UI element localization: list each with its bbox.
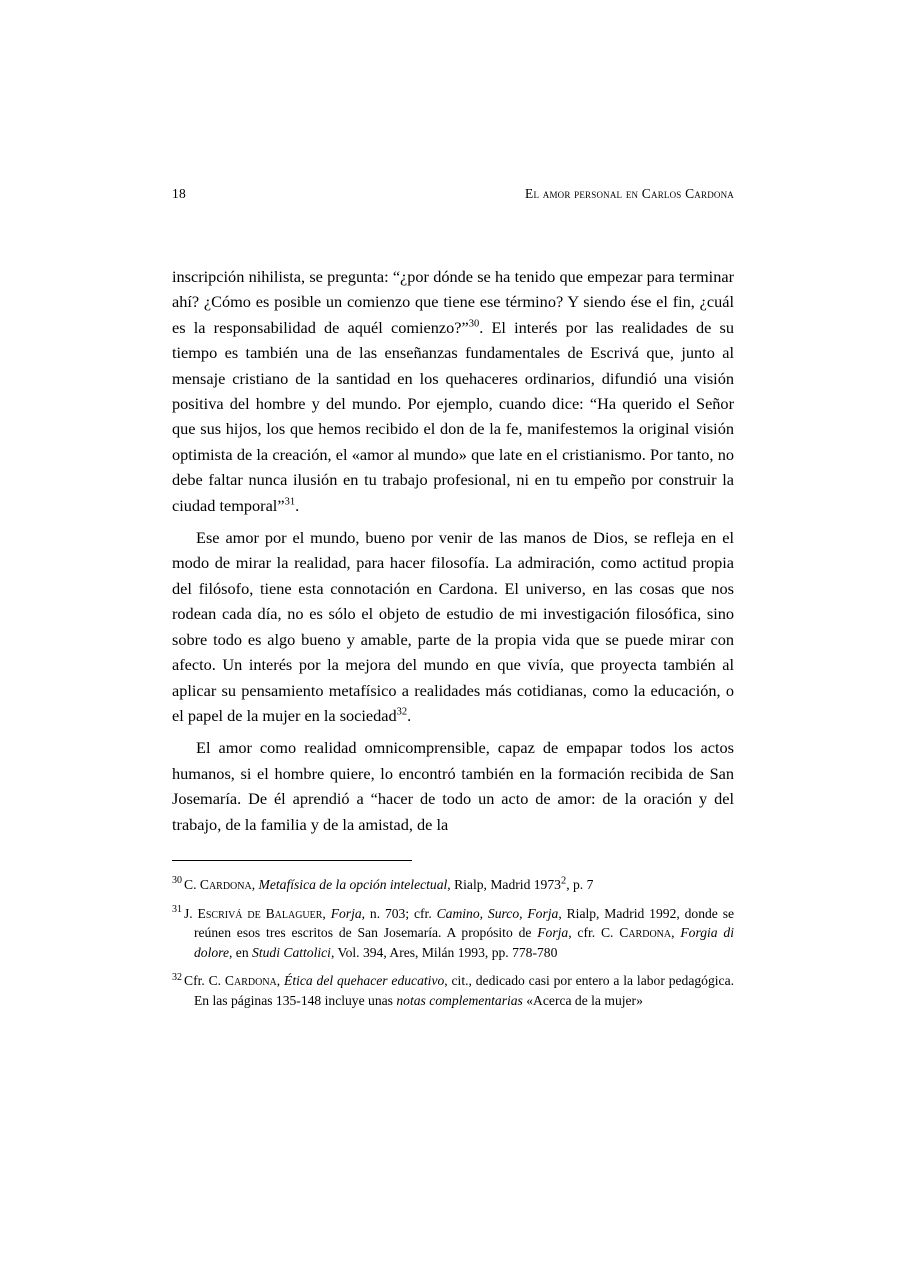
running-title: El amor personal en Carlos Cardona [525, 186, 734, 201]
footnote-number: 31 [172, 904, 182, 915]
footnotes-section [172, 875, 734, 1011]
footnote-31 [172, 904, 734, 963]
page-number: 18 [172, 186, 186, 201]
footnote-text: J. Escrivá de Balaguer, Forja, n. 703; cfr. Camino, Surco, Forja, Rialp, Madrid 1992, donde se reúnen esos tres escritos de San Josemaría. A propósito de Forja, cfr. C. Cardona, Forgia di dolore, en Studi Cattolici, Vol. 394, Ares, Milán 1993, pp. 778-780 [184, 905, 735, 960]
footnote-number: 32 [172, 971, 182, 983]
paragraph-3: El amor como realidad omnicomprensible, capaz de empapar todos los actos humanos, si el hombre quiere, lo encontró también en la formación recibida de San Josemaría. De él aprendió a “hacer de todo un acto de amor: de la oración y del trabajo, de la familia y de la amistad, de la [172, 738, 734, 834]
footnote-separator [172, 860, 412, 861]
paragraph-2: Ese amor por el mundo, bueno por venir de las manos de Dios, se refleja en el modo de mirar la realidad, para hacer filosofía. La admiración, como actitud propia del filósofo, tiene esta connotación en Cardona. El universo, en las cosas que nos rodean cada día, no es sólo el objeto de estudio de mi investigación filosófica, sino sobre todo es algo bueno y amable, parte de la propia vida que se puede mirar con afecto. Un interés por la mejora del mundo en que vivía, que proyecta también al aplicar su pensamiento metafísico a realidades más cotidianas, como la educación, o el papel de la mujer en la sociedad$^{32}$. [172, 528, 734, 725]
footnote-30 [172, 875, 734, 895]
footnote-32 [172, 971, 734, 1010]
footnote-text: Cfr. C. Cardona, Ética del quehacer educativo, cit., dedicado casi por entero a la labor pedagógica. En las páginas 135-148 incluye unas notas complementarias «Acerca de la mujer» [184, 973, 734, 1008]
paragraph-1: inscripción nihilista, se pregunta: “¿por dónde se ha tenido que empezar para terminar ahí? ¿Cómo es posible un comienzo que tiene ese término? Y siendo ése el fin, ¿cuál es la responsabilidad de aquél comienzo?”$^{30}$. El interés por las realidades de su tiempo es también una de las enseñanzas fundamentales de Escrivá que, junto al mensaje cristiano de la santidad en los quehaceres ordinarios, difundió una visión positiva del hombre y del mundo. Por ejemplo, cuando dice: “Ha querido el Señor que sus hijos, los que hemos recibido el don de la fe, manifestemos la original visión optimista de la creación, el «amor al mundo» que late en el cristianismo. Por tanto, no debe faltar nunca ilusión en tu trabajo profesional, ni en tu empeño por construir la ciudad temporal”$^{31}$. [172, 267, 734, 515]
body-text [172, 264, 734, 837]
running-head [172, 186, 734, 202]
footnote-number: 30 [172, 875, 182, 887]
page-content [172, 186, 734, 1020]
footnote-text: C. Cardona, Metafísica de la opción intelectual, Rialp, Madrid 1973$^2$, p. 7 [184, 875, 594, 892]
